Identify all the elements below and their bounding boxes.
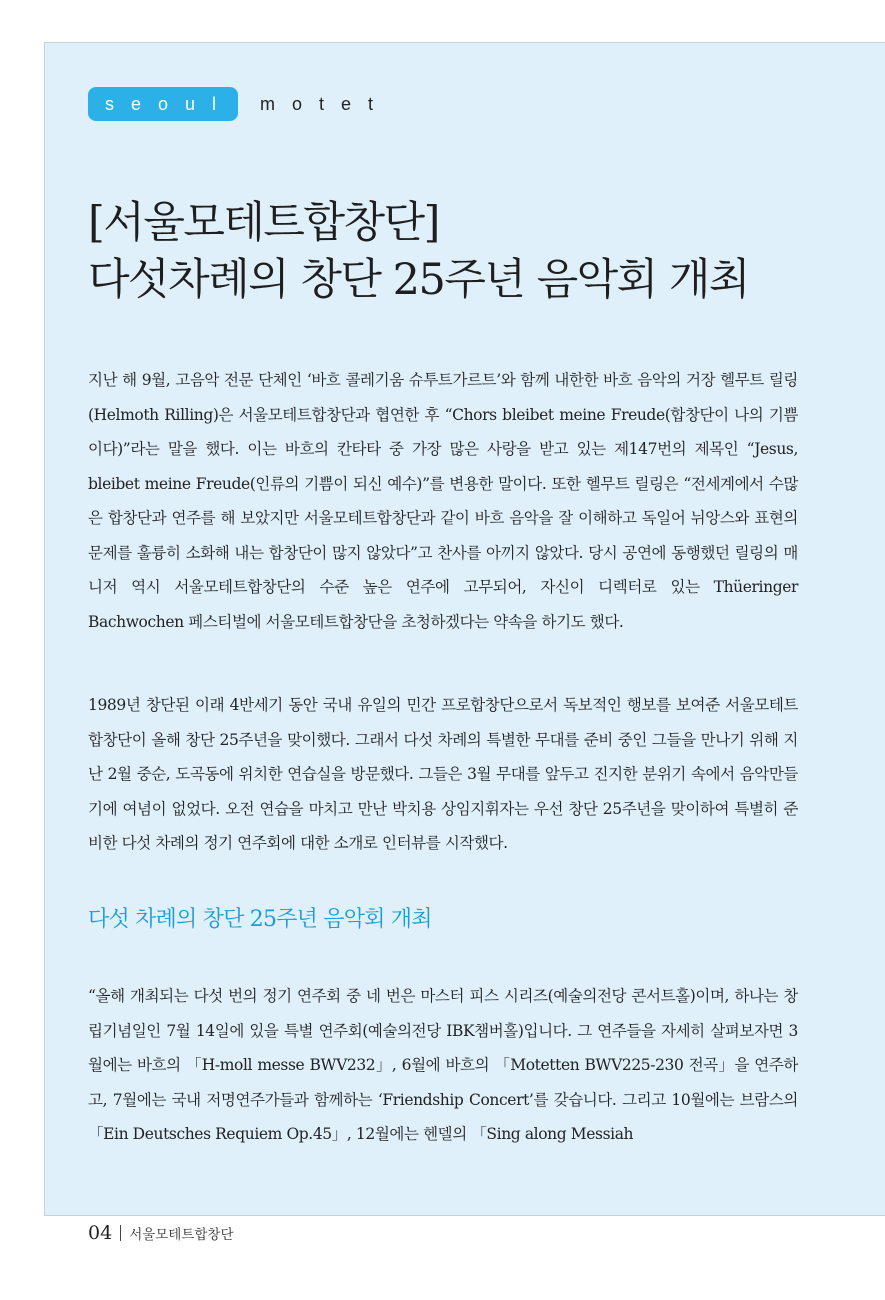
- article-title: [88, 195, 848, 309]
- page-footer: [88, 1220, 234, 1246]
- tag-pill: [88, 87, 238, 121]
- publication-name: 서울모테트합창단: [129, 1227, 234, 1243]
- paragraph-1: 지난 해 9월, 고음악 전문 단체인 ‘바흐 콜레기움 슈투트가르트’와 함께 내한한 바흐 음악의 거장 헬무트 릴링(Helmoth Rilling)은 서울모테트합창단과 협연한 후 “Chors bleibet meine Freude(합창단이 나의 기쁨이다)”라는 말을 했다. 이는 바흐의 칸타타 중 가장 많은 사랑을 받고 있는 제147번의 제목인 “Jesus, bleibet meine Freude(인류의 기쁨이 되신 예수)”를 변용한 말이다. 또한 헬무트 릴링은 “전세계에서 수많은 합창단과 연주를 해 보았지만 서울모테트합창단과 같이 바흐 음악을 잘 이해하고 독일어 뉘앙스와 표현의 문제를 훌륭히 소화해 내는 합창단이 많지 않았다”고 찬사를 아끼지 않았다. 당시 공연에 동행했던 릴링의 매니저 역시 서울모테트합창단의 수준 높은 연주에 고무되어, 자신이 디렉터로 있는 Thüeringer Bachwochen 페스티벌에 서울모테트합창단을 초청하겠다는 약속을 하기도 했다.: [88, 371, 798, 631]
- series-tag: [88, 87, 390, 121]
- title-line-2: 다섯차례의 창단 25주년 음악회 개최: [88, 255, 749, 305]
- footer-divider: [120, 1225, 121, 1241]
- section-subheading: 다섯 차례의 창단 25주년 음악회 개최: [88, 907, 432, 932]
- page-number: 04: [88, 1222, 113, 1244]
- tag-word-seoul: seoul: [104, 93, 234, 114]
- paragraph-3: “올해 개최되는 다섯 번의 정기 연주회 중 네 번은 마스터 피스 시리즈(예술의전당 콘서트홀)이며, 하나는 창립기념일인 7월 14일에 있을 특별 연주회(예술의전당 IBK챔버홀)입니다. 그 연주들을 자세히 살펴보자면 3월에는 바흐의 「H-moll messe BWV232」, 6월에 바흐의 「Motetten BWV225-230 전곡」을 연주하고, 7월에는 국내 저명연주가들과 함께하는 ‘Friendship Concert’를 갖습니다. 그리고 10월에는 브람스의 「Ein Deutsches Requiem Op.45」, 12월에는 헨델의 「Sing along Messiah: [88, 987, 798, 1143]
- title-line-1: [서울모테트합창단]: [88, 198, 439, 248]
- tag-word-motet: motet: [260, 93, 391, 114]
- paragraph-2: 1989년 창단된 이래 4반세기 동안 국내 유일의 민간 프로합창단으로서 독보적인 행보를 보여준 서울모테트합창단이 올해 창단 25주년을 맞이했다. 그래서 다섯 차례의 특별한 무대를 준비 중인 그들을 만나기 위해 지난 2월 중순, 도곡동에 위치한 연습실을 방문했다. 그들은 3월 무대를 앞두고 진지한 분위기 속에서 음악만들기에 여념이 없었다. 오전 연습을 마치고 만난 박치용 상임지휘자는 우선 창단 25주년을 맞이하여 특별히 준비한 다섯 차례의 정기 연주회에 대한 소개로 인터뷰를 시작했다.: [88, 696, 798, 852]
